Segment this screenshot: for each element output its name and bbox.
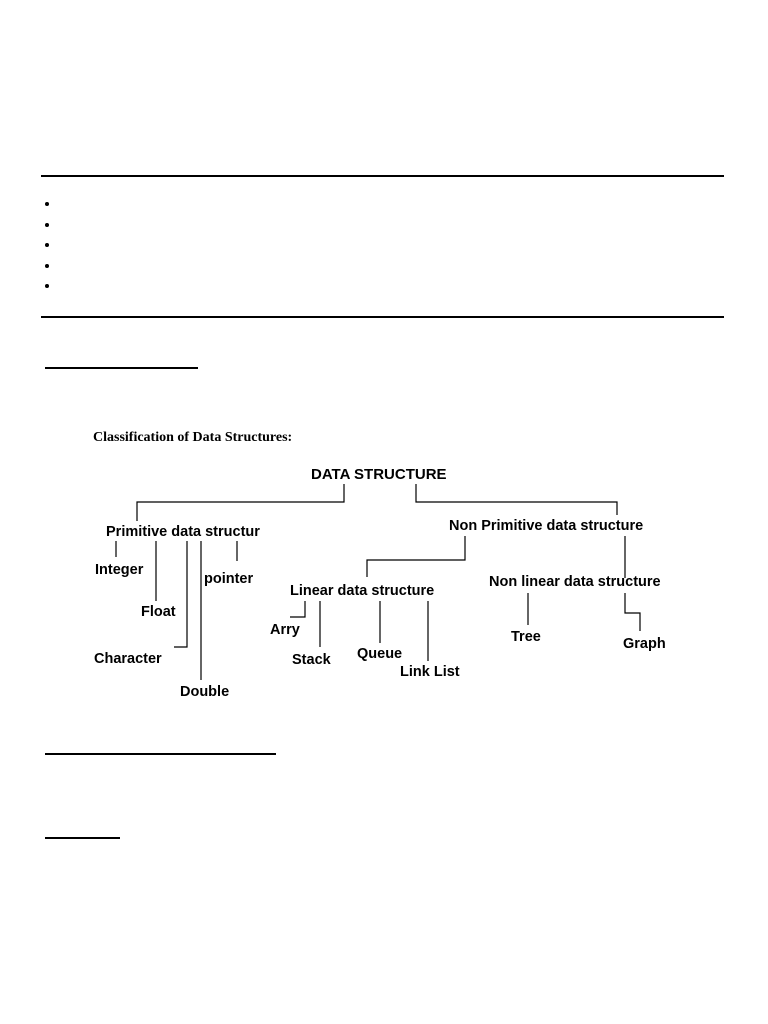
node-pointer: pointer [204,571,254,587]
node-data-structure: DATA STRUCTURE [311,466,447,483]
node-non-primitive: Non Primitive data structure [449,518,644,534]
node-stack: Stack [292,652,331,668]
node-float: Float [141,604,176,620]
diagram-caption: Classification of Data Structures: [93,430,293,445]
node-character: Character [94,651,162,667]
node-double: Double [180,684,230,700]
node-linear: Linear data structure [290,583,435,599]
node-integer: Integer [95,562,144,578]
node-graph: Graph [623,636,666,652]
node-primitive: Primitive data structur [106,524,260,540]
node-tree: Tree [511,629,541,645]
node-queue: Queue [357,646,403,662]
node-arry: Arry [270,622,300,638]
node-link-list: Link List [400,664,460,680]
node-non-linear: Non linear data structure [489,574,661,590]
